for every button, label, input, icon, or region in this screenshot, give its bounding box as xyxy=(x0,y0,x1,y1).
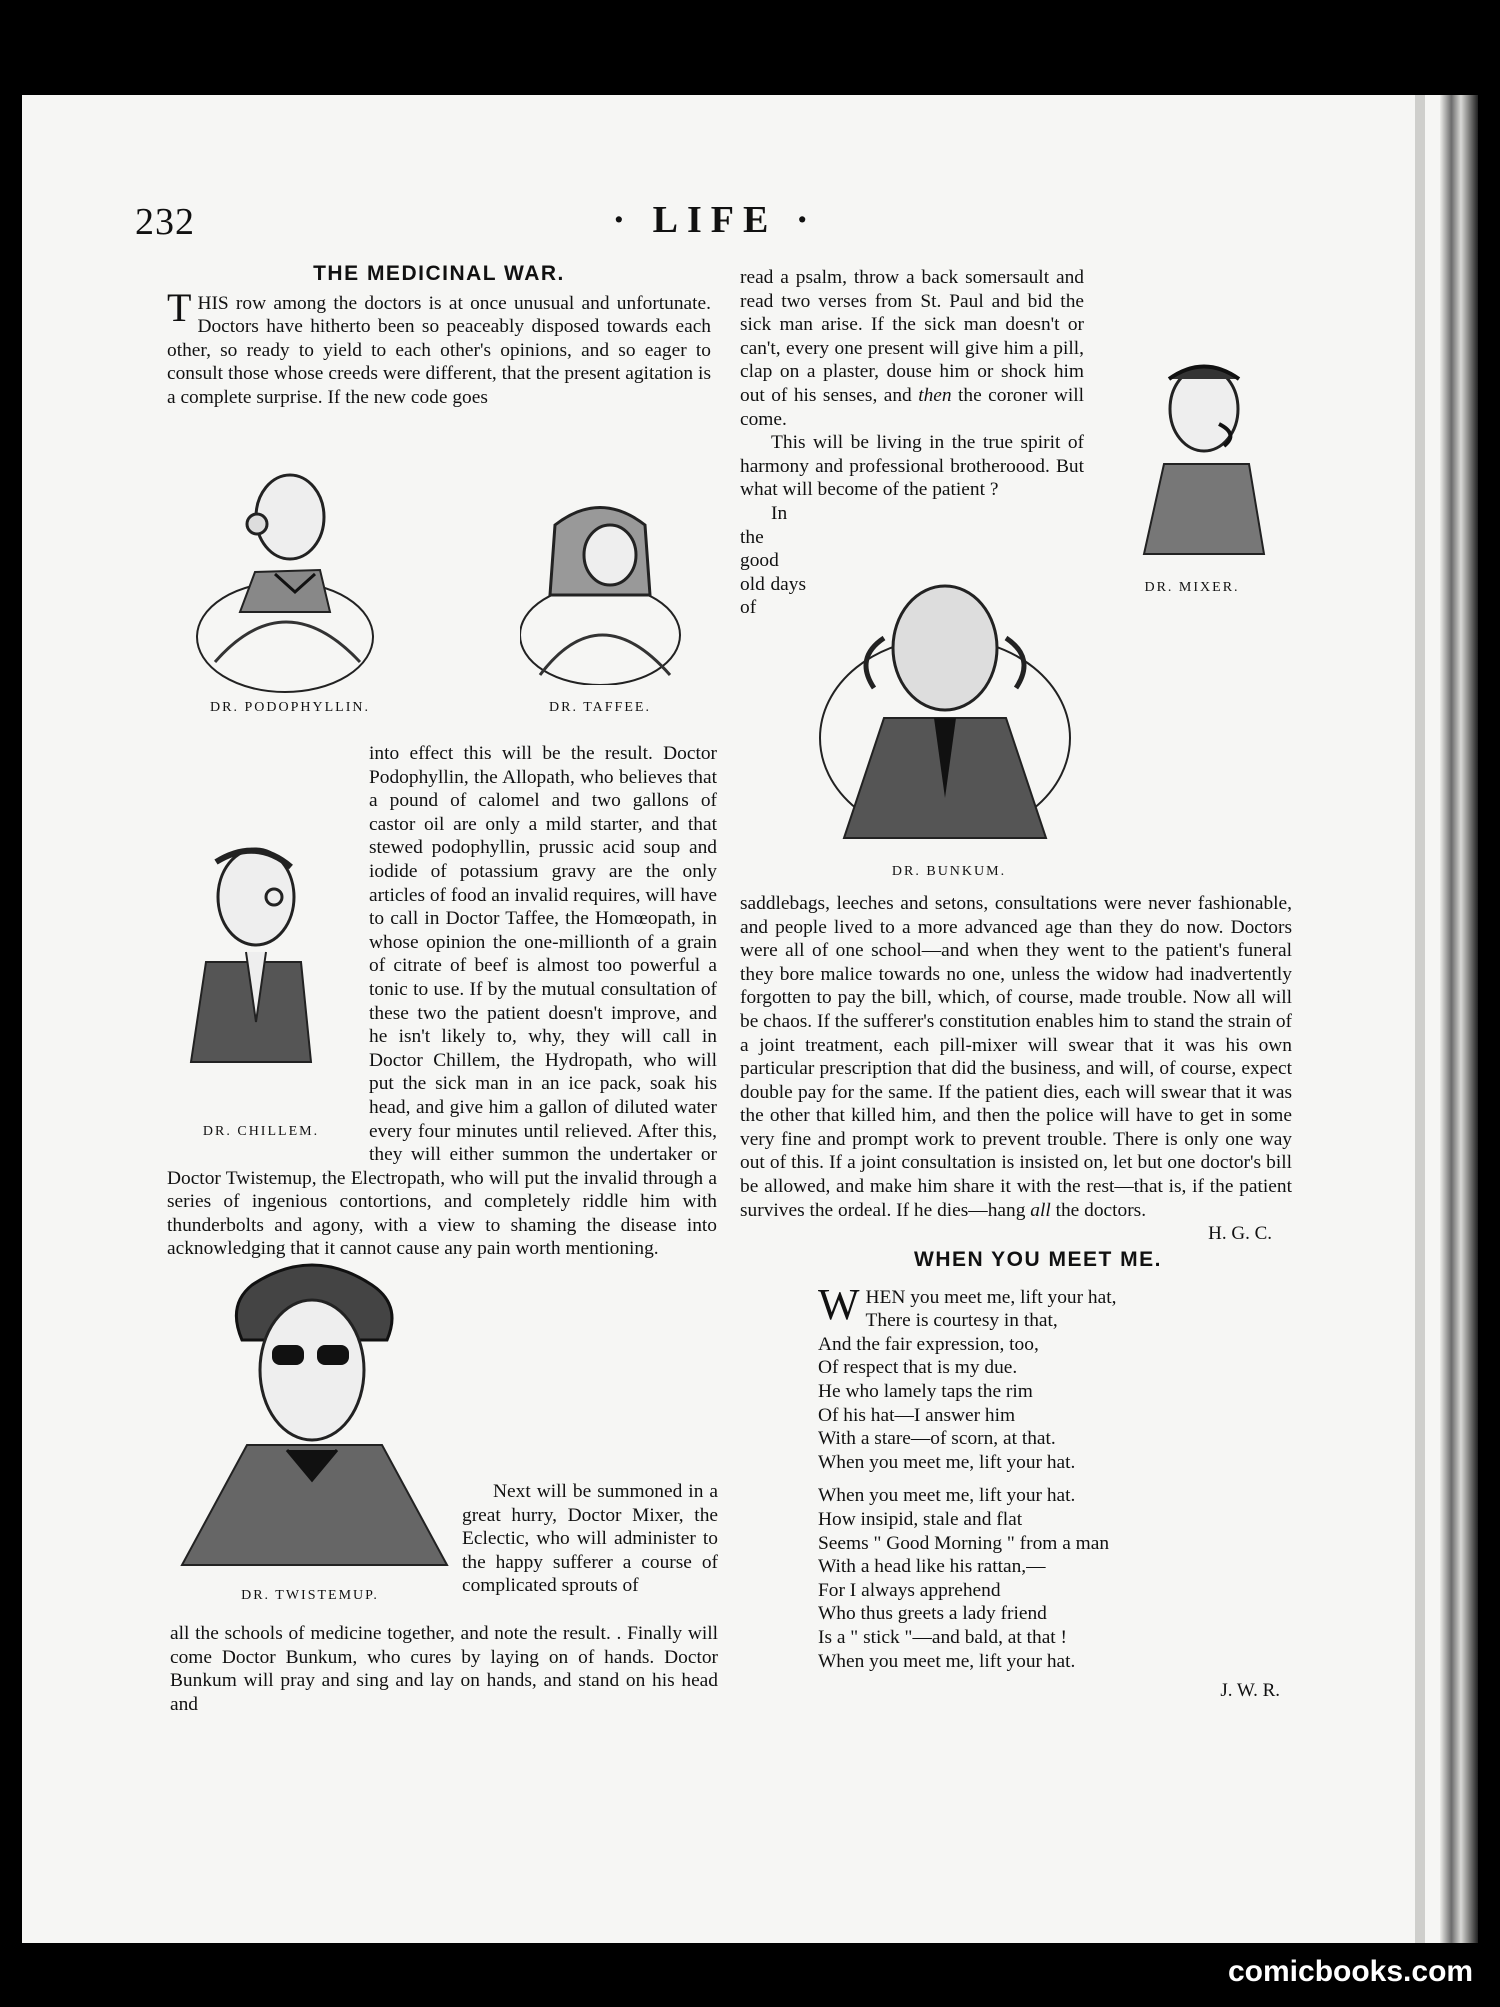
drop-cap: T xyxy=(167,284,192,330)
body-paragraph-a: into effect this will be the result. Doctor Podophyllin, the Allopath, who believes that a pound of calomel and two gallons of castor oil are only a mild starter, and that stewed podophyllin, prussic acid soup and iodide of potassium gravy are the only articles of food an invalid requires, will have to call in Doctor Taffee, the Homœopath, in whose opinion the one-millionth of a grain of citrate of beef is almost too powerful a tonic to use. If by the mutual consultation of these two the patient doesn't improve, and he isn't likely to, why, they will call in Doctor Chillem, the Hydropath, who will put the sick man in an ice pack, soak his head, and give him a gallon of diluted water every four minutes until relieved. After this, they will either summon the undertaker or Doctor Twistemup, the Electropath, who will put the invalid through a series of ingenious contortions, and completely riddle him with thunderbolts and agony, with a view to shaming the disease into acknowledging that it cannot cause any pain worth mentioning. xyxy=(167,743,717,1260)
masthead: · LIFE · xyxy=(612,199,818,241)
article-body-left xyxy=(167,742,717,1261)
body-paragraph-d: This will be living in the true spirit of harmony and professional brotheroood. But what will become of the patient ? xyxy=(740,432,1084,501)
chillem-block xyxy=(161,822,361,1160)
poem-line: With a head like his rattan,— xyxy=(818,1556,1046,1578)
watermark: comicbooks.com xyxy=(1228,1955,1474,1988)
para-c-italic: then xyxy=(918,384,952,406)
para-e-end: the doctors. xyxy=(1055,1199,1147,1221)
caption-taffee: DR. TAFFEE. xyxy=(549,700,651,715)
poem-stanza-2 xyxy=(818,1484,1288,1673)
mixer-block xyxy=(1092,354,1292,619)
portrait-chillem xyxy=(161,822,336,1112)
body-paragraph-b: all the schools of medicine together, and note the result. . Finally will come Doctor Bunkum, who cures by laying on of hands. Doctor Bunkum will pray and sing and lay on hands, and stand on his head and xyxy=(170,1623,718,1715)
para-c-end: the coroner will come. xyxy=(740,384,1084,430)
poem-line: There is courtesy in that, xyxy=(865,1310,1058,1332)
bunkum-block xyxy=(814,568,1084,888)
para-c-text: read a psalm, throw a back somersault and read two verses from St. Paul and bid the sick man arise. If the sick man doesn't or can't, every one present will give him a pill, clap on a plaster, douse him or shock him out of his senses, and xyxy=(740,267,1084,406)
poem-line: When you meet me, lift your hat. xyxy=(818,1451,1076,1473)
page-number: 232 xyxy=(135,201,195,243)
article-body-right xyxy=(740,266,1292,1246)
taffee-icon xyxy=(520,485,682,685)
poem-line: With a stare—of scorn, at that. xyxy=(818,1428,1056,1450)
poem-line: And the fair expression, too, xyxy=(818,1333,1039,1355)
caption-twistemup: DR. TWISTEMUP. xyxy=(241,1588,379,1603)
poem-line: When you meet me, lift your hat. xyxy=(818,1650,1076,1672)
poem-title: WHEN YOU MEET ME. xyxy=(914,1248,1162,1271)
caption-podophyllin: DR. PODOPHYLLIN. xyxy=(210,700,370,715)
body-paragraph-b-start: Next will be summoned in a great hurry, Doctor Mixer, the Eclectic, who will administer to the happy sufferer a course of complicated sprouts of xyxy=(462,1481,718,1597)
caption-chillem: DR. CHILLEM. xyxy=(202,1124,320,1139)
portrait-mixer xyxy=(1124,354,1274,564)
poem-line: When you meet me, lift your hat. xyxy=(818,1485,1076,1507)
portrait-bunkum xyxy=(814,568,1076,848)
caption-mixer: DR. MIXER. xyxy=(1144,580,1240,595)
article-body-left-bottom xyxy=(170,1622,718,1716)
poem-line: For I always apprehend xyxy=(818,1579,1001,1601)
poem-line: Seems " Good Morning " from a man xyxy=(818,1532,1110,1554)
poem-line: HEN you meet me, lift your hat, xyxy=(865,1286,1117,1308)
article-body-left-lower xyxy=(462,1480,718,1598)
article-title: THE MEDICINAL WAR. xyxy=(313,262,565,285)
podophyllin-icon xyxy=(195,462,375,694)
chillem-icon xyxy=(161,822,336,1112)
poem-drop-cap: W xyxy=(818,1279,860,1329)
page-edge xyxy=(1415,95,1425,1943)
poem-line: Is a " stick "—and bald, at that ! xyxy=(818,1626,1067,1648)
poem-stanza-1 xyxy=(818,1279,1288,1475)
mixer-icon xyxy=(1124,354,1274,564)
caption-bunkum: DR. BUNKUM. xyxy=(891,863,1007,879)
book-binding xyxy=(1440,95,1478,1943)
para-e-text: In the good old days of saddlebags, leeches and setons, consultations were never fashionable, and people lived to a more advanced age than they do now. Doctors were all of one school—and when they went to the patient's funeral they bore malice towards no one, unless the widow had inadvertently forgotten to pay the bill, which, of course, made trouble. Now all will be chaos. If the sufferer's constitution enables him to stand the strain of a joint treatment, each pill-mixer will swear that it was his own particular prescription that did the business, and will, of course, expect double pay for the same. If the patient dies, each will swear that it was the other that killed him, and then the police will have to get in some very fine and prompt work to prevent trouble. There is only one way out of this. If a joint consultation is insisted on, let but one doctor's bill be allowed, and make him share it with the rest—that is, if the patient survives the ordeal. If he dies—hang xyxy=(740,502,1292,1221)
poem-line: How insipid, stale and flat xyxy=(818,1508,1023,1530)
poem-line: Who thus greets a lady friend xyxy=(818,1603,1047,1625)
article-intro xyxy=(167,262,711,410)
portrait-podophyllin xyxy=(195,462,375,694)
portrait-twistemup xyxy=(172,1245,457,1575)
poem-line: He who lamely taps the rim xyxy=(818,1380,1033,1402)
poem-line: Of respect that is my due. xyxy=(818,1357,1018,1379)
intro-text: HIS row among the doctors is at once unusual and unfortunate. Doctors have hitherto been so peaceably disposed towards each other, so ready to yield to each other's opinions, and so eager to consult those whose creeds were different, that the present agitation is a complete surprise. If the new code goes xyxy=(167,292,711,408)
twistemup-icon xyxy=(172,1245,457,1575)
poem-section xyxy=(818,1248,1288,1703)
signature-jwr: J. W. R. xyxy=(1220,1680,1280,1702)
para-e-italic: all xyxy=(1030,1199,1051,1221)
poem-line: Of his hat—I answer him xyxy=(818,1404,1016,1426)
portrait-taffee xyxy=(520,485,682,685)
bunkum-icon xyxy=(814,568,1076,848)
signature-hgc: H. G. C. xyxy=(1208,1223,1272,1245)
